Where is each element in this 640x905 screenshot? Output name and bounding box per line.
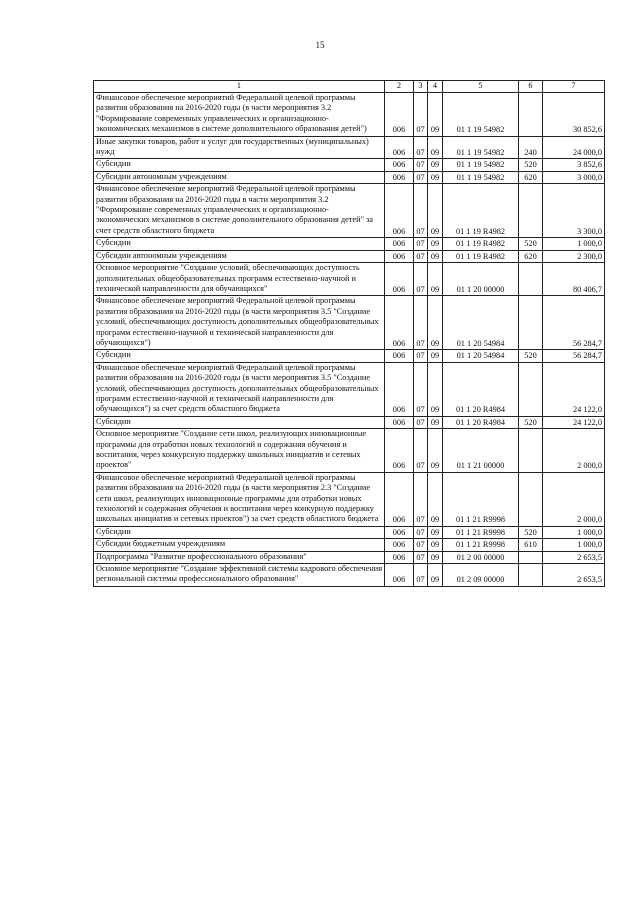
expense-type-cell: [519, 184, 543, 238]
header-cell: 2: [385, 81, 414, 93]
header-cell: 4: [428, 81, 443, 93]
admin-code-cell: 006: [385, 250, 414, 262]
subsection-code-cell: 09: [428, 429, 443, 473]
subsection-code-cell: 09: [428, 416, 443, 428]
header-cell: 7: [543, 81, 605, 93]
item-name-cell: Субсидии: [94, 350, 385, 362]
subsection-code-cell: 09: [428, 564, 443, 587]
subsection-code-cell: 09: [428, 159, 443, 171]
table-row: [94, 171, 605, 183]
table-row: [94, 416, 605, 428]
subsection-code-cell: 09: [428, 350, 443, 362]
item-name-cell: Финансовое обеспечение мероприятий Федеральной целевой программы развития образования на 2016-2020 годы в части мероприятия 3.2 "Формирование современных управленческих и организационно-экономических механизмов в системе дополнительного образования детей" за счет средств областного бюджета: [94, 184, 385, 238]
section-code-cell: 07: [414, 472, 428, 526]
table-row: [94, 362, 605, 416]
item-name-cell: Иные закупки товаров, работ и услуг для государственных (муниципальных) нужд: [94, 136, 385, 159]
section-code-cell: 07: [414, 564, 428, 587]
header-cell: 3: [414, 81, 428, 93]
section-code-cell: 07: [414, 136, 428, 159]
expense-type-cell: 520: [519, 159, 543, 171]
target-article-cell: 01 1 21 00000: [443, 429, 519, 473]
table-row: [94, 526, 605, 538]
item-name-cell: Финансовое обеспечение мероприятий Федеральной целевой программы развития образования на 2016-2020 годы (в части мероприятия 3.2 "Формирование современных управленческих и организационно-экономических механизмов в системе дополнительного образования детей"): [94, 93, 385, 137]
section-code-cell: 07: [414, 93, 428, 137]
section-code-cell: 07: [414, 429, 428, 473]
expense-type-cell: [519, 429, 543, 473]
budget-table: [93, 80, 605, 587]
table-row: [94, 539, 605, 551]
amount-cell: 80 406,7: [543, 263, 605, 296]
subsection-code-cell: 09: [428, 136, 443, 159]
subsection-code-cell: 09: [428, 250, 443, 262]
amount-cell: 3 852,6: [543, 159, 605, 171]
subsection-code-cell: 09: [428, 526, 443, 538]
admin-code-cell: 006: [385, 296, 414, 350]
admin-code-cell: 006: [385, 362, 414, 416]
section-code-cell: 07: [414, 551, 428, 563]
section-code-cell: 07: [414, 171, 428, 183]
amount-cell: 24 000,0: [543, 136, 605, 159]
table-row: [94, 472, 605, 526]
item-name-cell: Финансовое обеспечение мероприятий Федеральной целевой программы развития образования на 2016-2020 годы (в части мероприятия 3.5 "Создание условий, обеспечивающих доступность дополнительных общеобразовательных программ естественно-научной и технической направленности для обучающихся"): [94, 296, 385, 350]
section-code-cell: 07: [414, 159, 428, 171]
section-code-cell: 07: [414, 526, 428, 538]
section-code-cell: 07: [414, 539, 428, 551]
admin-code-cell: 006: [385, 526, 414, 538]
admin-code-cell: 006: [385, 429, 414, 473]
expense-type-cell: [519, 263, 543, 296]
expense-type-cell: 620: [519, 171, 543, 183]
target-article-cell: 01 1 20 R4984: [443, 362, 519, 416]
admin-code-cell: 006: [385, 159, 414, 171]
item-name-cell: Субсидии: [94, 238, 385, 250]
target-article-cell: 01 1 19 54982: [443, 171, 519, 183]
subsection-code-cell: 09: [428, 296, 443, 350]
header-cell: 5: [443, 81, 519, 93]
amount-cell: 1 000,0: [543, 238, 605, 250]
table-row: [94, 564, 605, 587]
table-row: [94, 350, 605, 362]
expense-type-cell: 520: [519, 416, 543, 428]
amount-cell: 1 000,0: [543, 526, 605, 538]
admin-code-cell: 006: [385, 539, 414, 551]
expense-type-cell: [519, 551, 543, 563]
admin-code-cell: 006: [385, 171, 414, 183]
expense-type-cell: 620: [519, 250, 543, 262]
target-article-cell: 01 1 20 R4984: [443, 416, 519, 428]
item-name-cell: Субсидии автономным учреждениям: [94, 171, 385, 183]
table-row: [94, 93, 605, 137]
admin-code-cell: 006: [385, 350, 414, 362]
table-row: [94, 551, 605, 563]
target-article-cell: 01 1 19 R4982: [443, 238, 519, 250]
amount-cell: 2 653,5: [543, 551, 605, 563]
section-code-cell: 07: [414, 416, 428, 428]
expense-type-cell: 610: [519, 539, 543, 551]
table-row: [94, 429, 605, 473]
target-article-cell: 01 1 20 54984: [443, 350, 519, 362]
header-cell: 6: [519, 81, 543, 93]
admin-code-cell: 006: [385, 184, 414, 238]
target-article-cell: 01 2 09 00000: [443, 564, 519, 587]
item-name-cell: Основное мероприятие "Создание эффективной системы кадрового обеспечения региональной системы профессионального образования": [94, 564, 385, 587]
subsection-code-cell: 09: [428, 362, 443, 416]
target-article-cell: 01 1 20 00000: [443, 263, 519, 296]
expense-type-cell: [519, 362, 543, 416]
target-article-cell: 01 1 19 R4982: [443, 184, 519, 238]
admin-code-cell: 006: [385, 472, 414, 526]
expense-type-cell: 520: [519, 350, 543, 362]
item-name-cell: Субсидии автономным учреждениям: [94, 250, 385, 262]
admin-code-cell: 006: [385, 238, 414, 250]
item-name-cell: Субсидии бюджетным учреждениям: [94, 539, 385, 551]
expense-type-cell: 520: [519, 238, 543, 250]
table-row: [94, 296, 605, 350]
subsection-code-cell: 09: [428, 263, 443, 296]
table-row: [94, 238, 605, 250]
subsection-code-cell: 09: [428, 171, 443, 183]
expense-type-cell: [519, 564, 543, 587]
item-name-cell: Субсидии: [94, 526, 385, 538]
target-article-cell: 01 1 21 R9998: [443, 526, 519, 538]
expense-type-cell: 520: [519, 526, 543, 538]
admin-code-cell: 006: [385, 136, 414, 159]
target-article-cell: 01 1 19 54982: [443, 159, 519, 171]
amount-cell: 56 284,7: [543, 296, 605, 350]
table-row: [94, 184, 605, 238]
subsection-code-cell: 09: [428, 184, 443, 238]
target-article-cell: 01 1 19 54982: [443, 93, 519, 137]
admin-code-cell: 006: [385, 93, 414, 137]
amount-cell: 3 000,0: [543, 171, 605, 183]
item-name-cell: Финансовое обеспечение мероприятий Федеральной целевой программы развития образования на 2016-2020 годы (в части мероприятия 2.3 "Создание сети школ, реализующих инновационные программы для отработки новых технологий и содержания обучения и воспитания через конкурную поддержку школьных инициатив и сетевых проектов") за счет средств областного бюджета: [94, 472, 385, 526]
header-cell: 1: [94, 81, 385, 93]
expense-type-cell: [519, 472, 543, 526]
target-article-cell: 01 2 00 00000: [443, 551, 519, 563]
section-code-cell: 07: [414, 263, 428, 296]
expense-type-cell: [519, 296, 543, 350]
item-name-cell: Субсидии: [94, 159, 385, 171]
amount-cell: 2 000,0: [543, 472, 605, 526]
expense-type-cell: [519, 93, 543, 137]
amount-cell: 2 300,0: [543, 250, 605, 262]
target-article-cell: 01 1 19 R4982: [443, 250, 519, 262]
amount-cell: 3 300,0: [543, 184, 605, 238]
admin-code-cell: 006: [385, 551, 414, 563]
amount-cell: 2 000,0: [543, 429, 605, 473]
section-code-cell: 07: [414, 250, 428, 262]
amount-cell: 2 653,5: [543, 564, 605, 587]
amount-cell: 24 122,0: [543, 416, 605, 428]
subsection-code-cell: 09: [428, 539, 443, 551]
table-header-row: [94, 81, 605, 93]
item-name-cell: Основное мероприятие "Создание сети школ, реализующих инновационные программы для отработки новых технологий и содержания обучения и воспитания, через конкурсную поддержку школьных инициатив и сетевых проектов": [94, 429, 385, 473]
amount-cell: 56 284,7: [543, 350, 605, 362]
table-row: [94, 136, 605, 159]
subsection-code-cell: 09: [428, 238, 443, 250]
section-code-cell: 07: [414, 296, 428, 350]
item-name-cell: Основное мероприятие "Создание условий, обеспечивающих доступность дополнительных общеобразовательных программ естественно-научной и технической направленности для обучающихся": [94, 263, 385, 296]
admin-code-cell: 006: [385, 416, 414, 428]
amount-cell: 1 000,0: [543, 539, 605, 551]
subsection-code-cell: 09: [428, 472, 443, 526]
target-article-cell: 01 1 21 R9998: [443, 472, 519, 526]
section-code-cell: 07: [414, 184, 428, 238]
target-article-cell: 01 1 19 54982: [443, 136, 519, 159]
section-code-cell: 07: [414, 362, 428, 416]
table-row: [94, 159, 605, 171]
subsection-code-cell: 09: [428, 551, 443, 563]
target-article-cell: 01 1 21 R9998: [443, 539, 519, 551]
amount-cell: 30 852,6: [543, 93, 605, 137]
amount-cell: 24 122,0: [543, 362, 605, 416]
item-name-cell: Субсидии: [94, 416, 385, 428]
target-article-cell: 01 1 20 54984: [443, 296, 519, 350]
section-code-cell: 07: [414, 350, 428, 362]
item-name-cell: Подпрограмма "Развитие профессионального образования": [94, 551, 385, 563]
table-row: [94, 250, 605, 262]
page-number: 15: [315, 40, 325, 50]
table-row: [94, 263, 605, 296]
item-name-cell: Финансовое обеспечение мероприятий Федеральной целевой программы развития образования на 2016-2020 годы (в части мероприятия 3.5 "Создание условий, обеспечивающих доступность дополнительных общеобразовательных программ естественно-научной и технической направленности для обучающихся") за счет средств областного бюджета: [94, 362, 385, 416]
section-code-cell: 07: [414, 238, 428, 250]
admin-code-cell: 006: [385, 263, 414, 296]
expense-type-cell: 240: [519, 136, 543, 159]
subsection-code-cell: 09: [428, 93, 443, 137]
admin-code-cell: 006: [385, 564, 414, 587]
